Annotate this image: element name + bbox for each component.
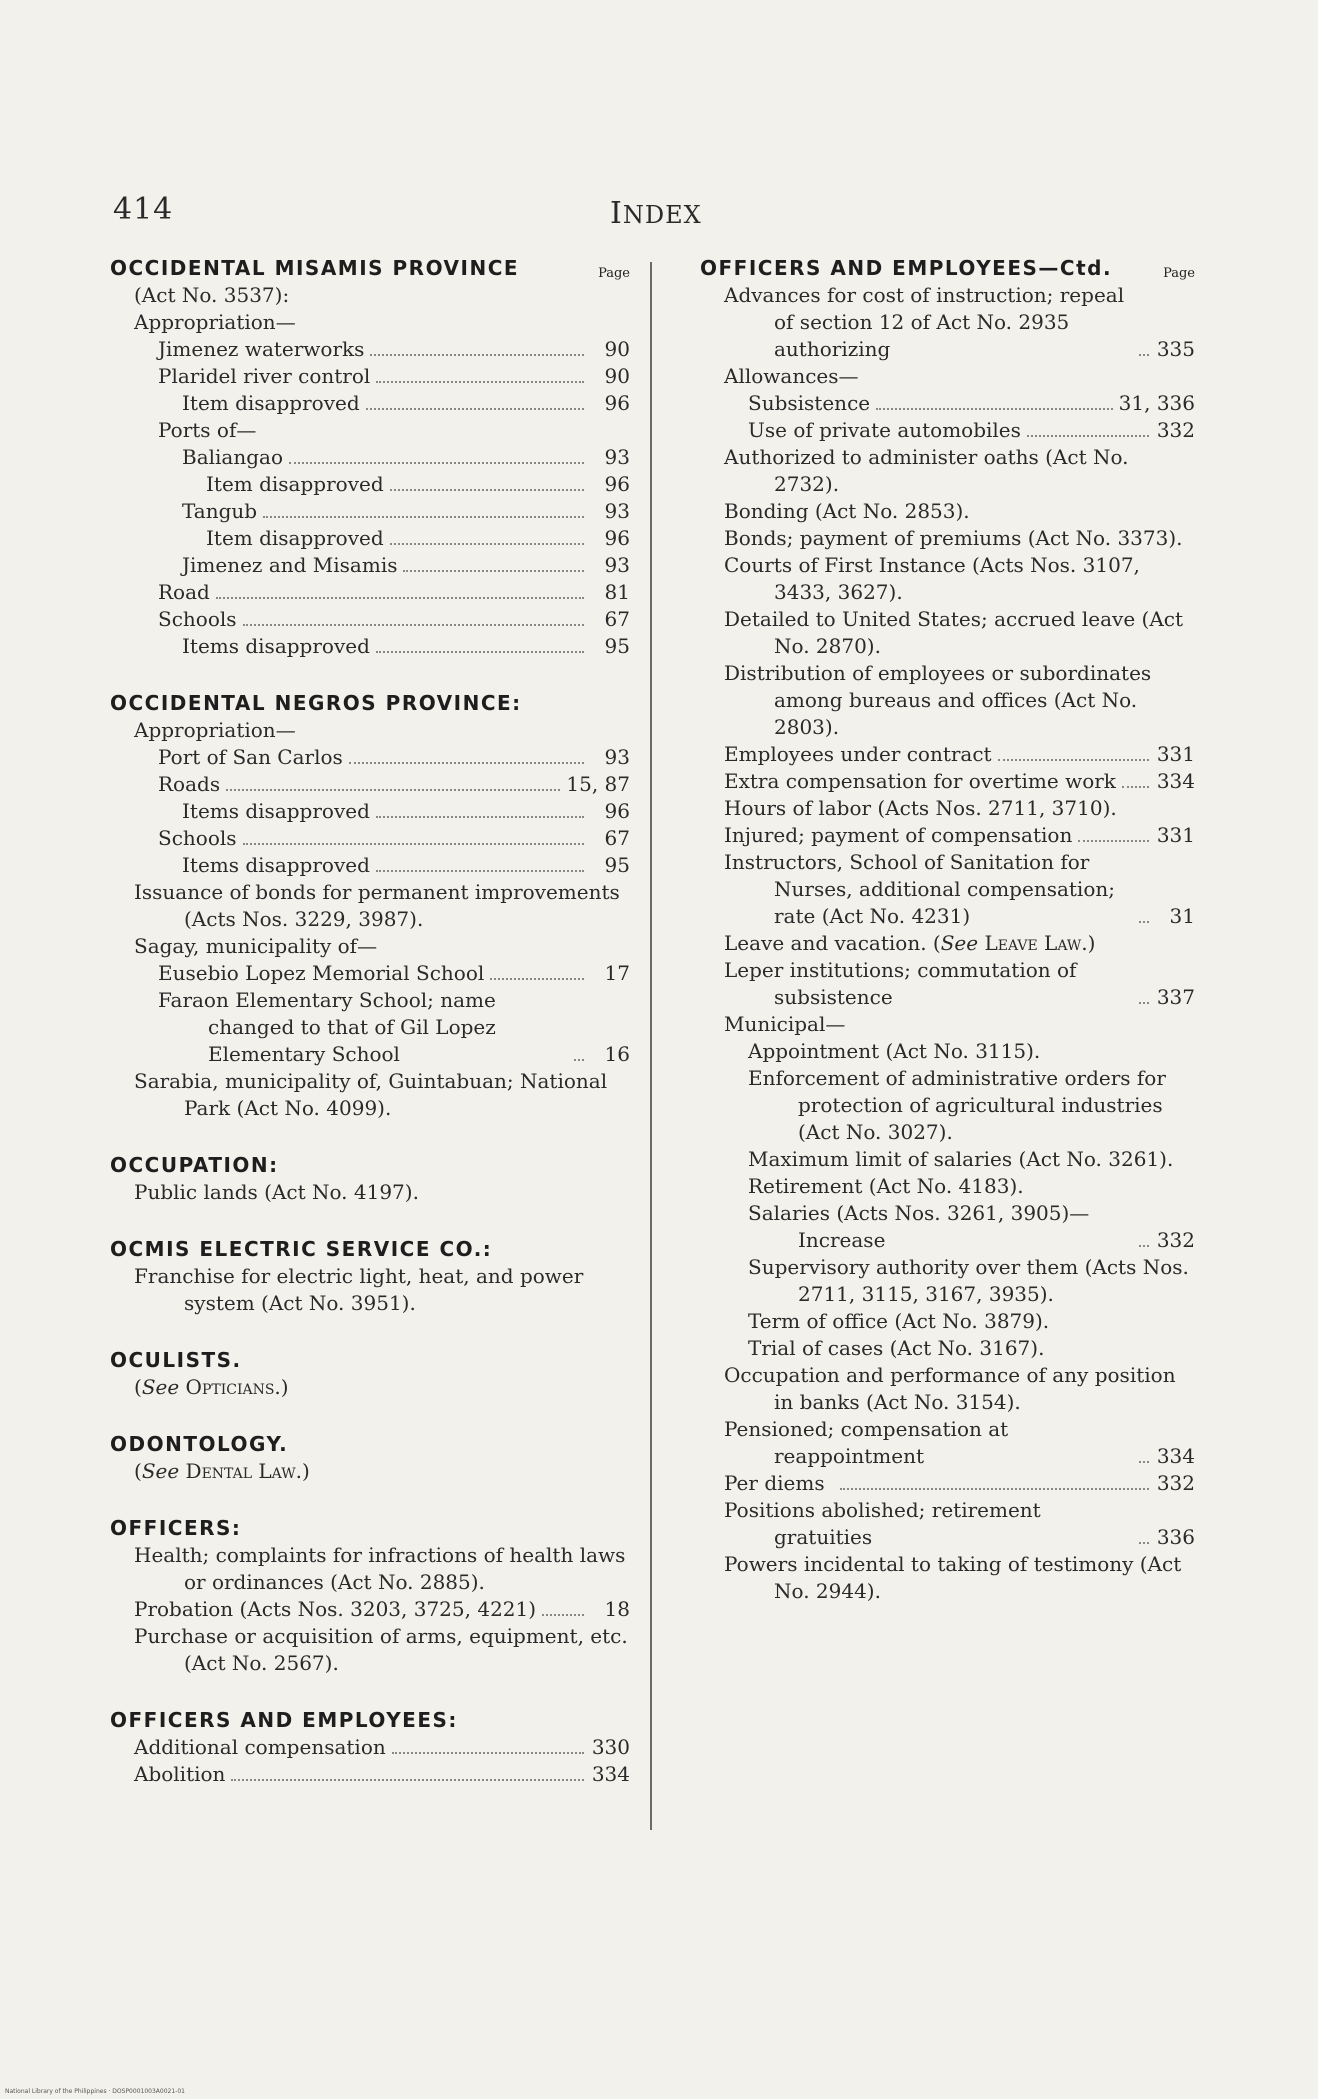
dot-leader (542, 1614, 584, 1616)
entry-line-text: Allowances— (724, 364, 859, 388)
column-rule (650, 262, 652, 1830)
dot-leader (376, 816, 584, 818)
index-line (134, 933, 630, 960)
entry-heading-text: OCCIDENTAL MISAMIS PROVINCE (110, 256, 520, 280)
dot-leader (392, 1752, 584, 1754)
entry-line-text: Road (158, 580, 210, 604)
page-reference: 95 (604, 634, 630, 658)
index-line (134, 1734, 630, 1761)
index-entry (110, 1236, 630, 1317)
entry-line-text: Trial of cases (Act No. 3167). (748, 1336, 1045, 1360)
entry-heading (700, 255, 1195, 282)
index-line (724, 606, 1195, 660)
index-line (748, 1146, 1195, 1173)
dot-leader (876, 408, 1113, 410)
entry-line-text: Retirement (Act No. 4183). (748, 1174, 1024, 1198)
entry-line-text: Distribution of employees or subordinates among bureaus and offices (Act No. 2803). (724, 661, 1152, 739)
dot-leader (376, 381, 584, 383)
entry-line-text: Injured; payment of compensation (724, 823, 1073, 847)
entry-line-text: Faraon Elementary School; name changed to that of Gil Lopez Elementary School (158, 988, 496, 1066)
index-line (158, 987, 630, 1068)
running-head-rest: NDEX (622, 201, 702, 229)
index-line (134, 1761, 630, 1788)
index-line (748, 417, 1195, 444)
index-line (182, 498, 630, 525)
index-line (134, 1596, 630, 1623)
page-reference: 95 (604, 853, 630, 877)
entry-line-text: (See Dental Law.) (134, 1459, 310, 1483)
page-reference: 96 (604, 391, 630, 415)
running-head-initial: I (610, 196, 623, 231)
page-reference: 93 (604, 745, 630, 769)
dot-leader (349, 762, 584, 764)
index-line (134, 1623, 630, 1677)
index-line (748, 1335, 1195, 1362)
dot-leader (840, 1488, 1149, 1490)
index-line (724, 525, 1195, 552)
entry-line-text: Jimenez and Misamis (182, 553, 398, 577)
page-reference: 17 (604, 961, 630, 985)
index-line (724, 660, 1195, 741)
entry-line-text: Maximum limit of salaries (Act No. 3261). (748, 1147, 1174, 1171)
index-line (182, 852, 630, 879)
entry-line-text: Items disapproved (182, 634, 370, 658)
dot-leader (1027, 435, 1149, 437)
page-reference: 67 (604, 826, 630, 850)
page-reference: 332 (1156, 1228, 1195, 1252)
page-reference: 81 (604, 580, 630, 604)
page-reference: 331 (1156, 742, 1195, 766)
index-line (724, 768, 1195, 795)
index-entry (110, 1431, 630, 1485)
index-line (724, 957, 1195, 1011)
index-line (134, 1068, 630, 1122)
index-entry (110, 1347, 630, 1401)
entry-heading-text: OFFICERS AND EMPLOYEES—Ctd. (700, 256, 1113, 280)
dot-leader (243, 624, 584, 626)
entry-line-text: Advances for cost of instruction; repeal of section 12 of Act No. 2935 authorizing (724, 283, 1125, 361)
entry-line-text: Appointment (Act No. 3115). (748, 1039, 1041, 1063)
index-line (724, 282, 1195, 363)
entry-heading (110, 1236, 630, 1263)
index-line (748, 1200, 1195, 1254)
page-reference: 96 (604, 526, 630, 550)
entry-line-text: Authorized to administer oaths (Act No. 2732). (724, 445, 1129, 496)
index-line (158, 744, 630, 771)
page-reference: 332 (1156, 418, 1195, 442)
index-line (724, 1470, 1195, 1497)
entry-line-text: Use of private automobiles (748, 418, 1021, 442)
left-column (110, 255, 630, 1818)
index-line (724, 498, 1195, 525)
index-entry (110, 1152, 630, 1206)
index-line (134, 717, 630, 744)
index-line (158, 771, 630, 798)
entry-line-text: Per diems (724, 1471, 825, 1495)
index-entry (110, 690, 630, 1122)
page-reference: 96 (604, 799, 630, 823)
entry-heading-text: OCCUPATION: (110, 1153, 279, 1177)
index-line (748, 1173, 1195, 1200)
index-line (134, 1542, 630, 1596)
entry-heading-text: OFFICERS AND EMPLOYEES: (110, 1708, 458, 1732)
entry-line-text: Items disapproved (182, 853, 370, 877)
entry-heading (110, 1152, 630, 1179)
page-column-label: Page (1163, 266, 1195, 281)
entry-line-text: Appropriation— (134, 310, 296, 334)
index-line (158, 960, 630, 987)
index-line (724, 444, 1195, 498)
footer-credit: National Library of the Philippines · DOSP0001003A0021-01 (5, 2088, 185, 2095)
page-reference: 332 (1156, 1471, 1195, 1495)
index-line (158, 579, 630, 606)
entry-line-text: Bonds; payment of premiums (Act No. 3373). (724, 526, 1183, 550)
dot-leader (1078, 840, 1149, 842)
dot-leader (243, 843, 584, 845)
entry-line-text: Pensioned; compensation at reappointment (724, 1417, 1009, 1468)
index-line (158, 336, 630, 363)
dot-leader (1139, 1542, 1149, 1544)
entry-line-text: Abolition (134, 1762, 226, 1786)
entry-line-text: Extra compensation for overtime work (724, 769, 1116, 793)
entry-line-text: Health; complaints for infractions of health laws or ordinances (Act No. 2885). (134, 1543, 626, 1594)
index-line (182, 798, 630, 825)
index-entry (700, 255, 1195, 1605)
entry-line-text: Schools (158, 607, 237, 631)
index-line (724, 849, 1195, 930)
index-line (182, 444, 630, 471)
entry-line-text: Tangub (182, 499, 258, 523)
index-entry (110, 1707, 630, 1788)
index-line (724, 363, 1195, 390)
entry-heading-text: OCCIDENTAL NEGROS PROVINCE: (110, 691, 522, 715)
entry-line-text: Item disapproved (206, 472, 384, 496)
entry-heading (110, 1347, 630, 1374)
entry-line-text: Occupation and performance of any position in banks (Act No. 3154). (724, 1363, 1176, 1414)
entry-line-text: Salaries (Acts Nos. 3261, 3905)— Increase (748, 1201, 1090, 1252)
entry-line-text: Instructors, School of Sanitation for Nurses, additional compensation; rate (Act No. 4231) (724, 850, 1115, 928)
page-reference: 93 (604, 553, 630, 577)
page-reference: 334 (1156, 769, 1195, 793)
index-line (158, 363, 630, 390)
entry-heading (110, 1515, 630, 1542)
entry-line-text: Positions abolished; retirement gratuities (724, 1498, 1041, 1549)
dot-leader (1139, 921, 1149, 923)
dot-leader (1139, 354, 1149, 356)
index-line (134, 309, 630, 336)
page-reference: 331 (1156, 823, 1195, 847)
entry-heading (110, 690, 630, 717)
index-line (724, 552, 1195, 606)
entry-line-text: Hours of labor (Acts Nos. 2711, 3710). (724, 796, 1117, 820)
entry-line-text: Detailed to United States; accrued leave (Act No. 2870). (724, 607, 1184, 658)
dot-leader (376, 651, 584, 653)
index-line (134, 282, 630, 309)
entry-line-text: Port of San Carlos (158, 745, 343, 769)
index-line (724, 1011, 1195, 1038)
dot-leader (376, 870, 584, 872)
page-reference: 337 (1156, 985, 1195, 1009)
index-line (724, 1362, 1195, 1416)
entry-heading-text: OFFICERS: (110, 1516, 242, 1540)
dot-leader (1139, 1002, 1149, 1004)
entry-line-text: Sarabia, municipality of, Guintabuan; National Park (Act No. 4099). (134, 1069, 608, 1120)
index-line (724, 1416, 1195, 1470)
page-reference: 334 (591, 1762, 630, 1786)
entry-line-text: Subsistence (748, 391, 871, 415)
dot-leader (390, 543, 584, 545)
dot-leader (289, 462, 584, 464)
page-reference: 90 (604, 337, 630, 361)
page-reference: 336 (1156, 1525, 1195, 1549)
entry-heading (110, 255, 630, 282)
entry-line-text: Schools (158, 826, 237, 850)
index-entry (110, 255, 630, 660)
page-reference: 18 (604, 1597, 630, 1621)
page-reference: 334 (1156, 1444, 1195, 1468)
page-reference: 67 (604, 607, 630, 631)
index-line (724, 930, 1195, 957)
dot-leader (1139, 1461, 1149, 1463)
entry-line-text: Issuance of bonds for permanent improvements (Acts Nos. 3229, 3987). (134, 880, 620, 931)
entry-line-text: Term of office (Act No. 3879). (748, 1309, 1050, 1333)
dot-leader (998, 759, 1149, 761)
entry-line-text: Item disapproved (206, 526, 384, 550)
page-reference: 31 (1169, 904, 1195, 928)
page-number: 414 (113, 192, 174, 227)
entry-line-text: Probation (Acts Nos. 3203, 3725, 4221) (134, 1597, 537, 1621)
index-line (158, 417, 630, 444)
entry-heading (110, 1431, 630, 1458)
entry-line-text: Roads (158, 772, 221, 796)
page-reference: 96 (604, 472, 630, 496)
entry-line-text: Purchase or acquisition of arms, equipment, etc. (Act No. 2567). (134, 1624, 628, 1675)
dot-leader (226, 789, 560, 791)
index-line (724, 1551, 1195, 1605)
index-line (158, 825, 630, 852)
index-line (134, 1179, 630, 1206)
index-line (206, 471, 630, 498)
running-head (610, 196, 702, 231)
entry-heading (110, 1707, 630, 1734)
index-line (158, 606, 630, 633)
dot-leader (263, 516, 584, 518)
index-line (748, 1065, 1195, 1146)
index-line (748, 1254, 1195, 1308)
entry-line-text: Public lands (Act No. 4197). (134, 1180, 419, 1204)
entry-line-text: Leave and vacation. (See Leave Law.) (724, 931, 1096, 955)
right-column (700, 255, 1195, 1635)
entry-heading-text: OCULISTS. (110, 1348, 242, 1372)
entry-line-text: Ports of— (158, 418, 257, 442)
page-reference: 335 (1156, 337, 1195, 361)
page-reference: 93 (604, 445, 630, 469)
dot-leader (390, 489, 584, 491)
entry-line-text: Appropriation— (134, 718, 296, 742)
dot-leader (366, 408, 584, 410)
index-line (748, 390, 1195, 417)
index-line (134, 879, 630, 933)
index-line (182, 552, 630, 579)
index-line (134, 1374, 630, 1401)
index-line (206, 525, 630, 552)
dot-leader (490, 978, 584, 980)
dot-leader (370, 354, 584, 356)
dot-leader (1122, 786, 1149, 788)
index-entry (110, 1515, 630, 1677)
entry-line-text: Sagay, municipality of— (134, 934, 378, 958)
index-line (134, 1458, 630, 1485)
index-line (724, 795, 1195, 822)
dot-leader (216, 597, 584, 599)
page-reference: 15, 87 (566, 772, 630, 796)
entry-line-text: Additional compensation (134, 1735, 386, 1759)
page-reference: 93 (604, 499, 630, 523)
index-line (182, 390, 630, 417)
page-reference: 330 (591, 1735, 630, 1759)
page-reference: 16 (604, 1042, 630, 1066)
entry-line-text: Items disapproved (182, 799, 370, 823)
entry-line-text: Jimenez waterworks (158, 337, 365, 361)
index-line (748, 1308, 1195, 1335)
entry-heading-text: OCMIS ELECTRIC SERVICE CO.: (110, 1237, 493, 1261)
entry-heading-text: ODONTOLOGY. (110, 1432, 289, 1456)
entry-line-text: Courts of First Instance (Acts Nos. 3107, 3433, 3627). (724, 553, 1140, 604)
entry-line-text: (Act No. 3537): (134, 283, 290, 307)
index-line (724, 822, 1195, 849)
dot-leader (1139, 1245, 1149, 1247)
index-line (182, 633, 630, 660)
page-column-label: Page (598, 266, 630, 281)
index-line (748, 1038, 1195, 1065)
entry-line-text: Plaridel river control (158, 364, 371, 388)
page-reference: 31, 336 (1118, 391, 1195, 415)
entry-line-text: Bonding (Act No. 2853). (724, 499, 970, 523)
entry-line-text: Leper institutions; commutation of subsistence (724, 958, 1077, 1009)
dot-leader (231, 1779, 584, 1781)
entry-line-text: (See Opticians.) (134, 1375, 289, 1399)
entry-line-text: Item disapproved (182, 391, 360, 415)
page-reference: 90 (604, 364, 630, 388)
index-line (134, 1263, 630, 1317)
entry-line-text: Baliangao (182, 445, 283, 469)
entry-line-text: Supervisory authority over them (Acts Nos. 2711, 3115, 3167, 3935). (748, 1255, 1189, 1306)
dot-leader (574, 1059, 584, 1061)
entry-line-text: Powers incidental to taking of testimony (Act No. 2944). (724, 1552, 1182, 1603)
entry-line-text: Franchise for electric light, heat, and power system (Act No. 3951). (134, 1264, 584, 1315)
entry-line-text: Municipal— (724, 1012, 846, 1036)
entry-line-text: Employees under contract (724, 742, 992, 766)
index-line (724, 741, 1195, 768)
index-line (724, 1497, 1195, 1551)
dot-leader (403, 570, 584, 572)
entry-line-text: Enforcement of administrative orders for protection of agricultural industries (Act No. 3027). (748, 1066, 1166, 1144)
entry-line-text: Eusebio Lopez Memorial School (158, 961, 485, 985)
